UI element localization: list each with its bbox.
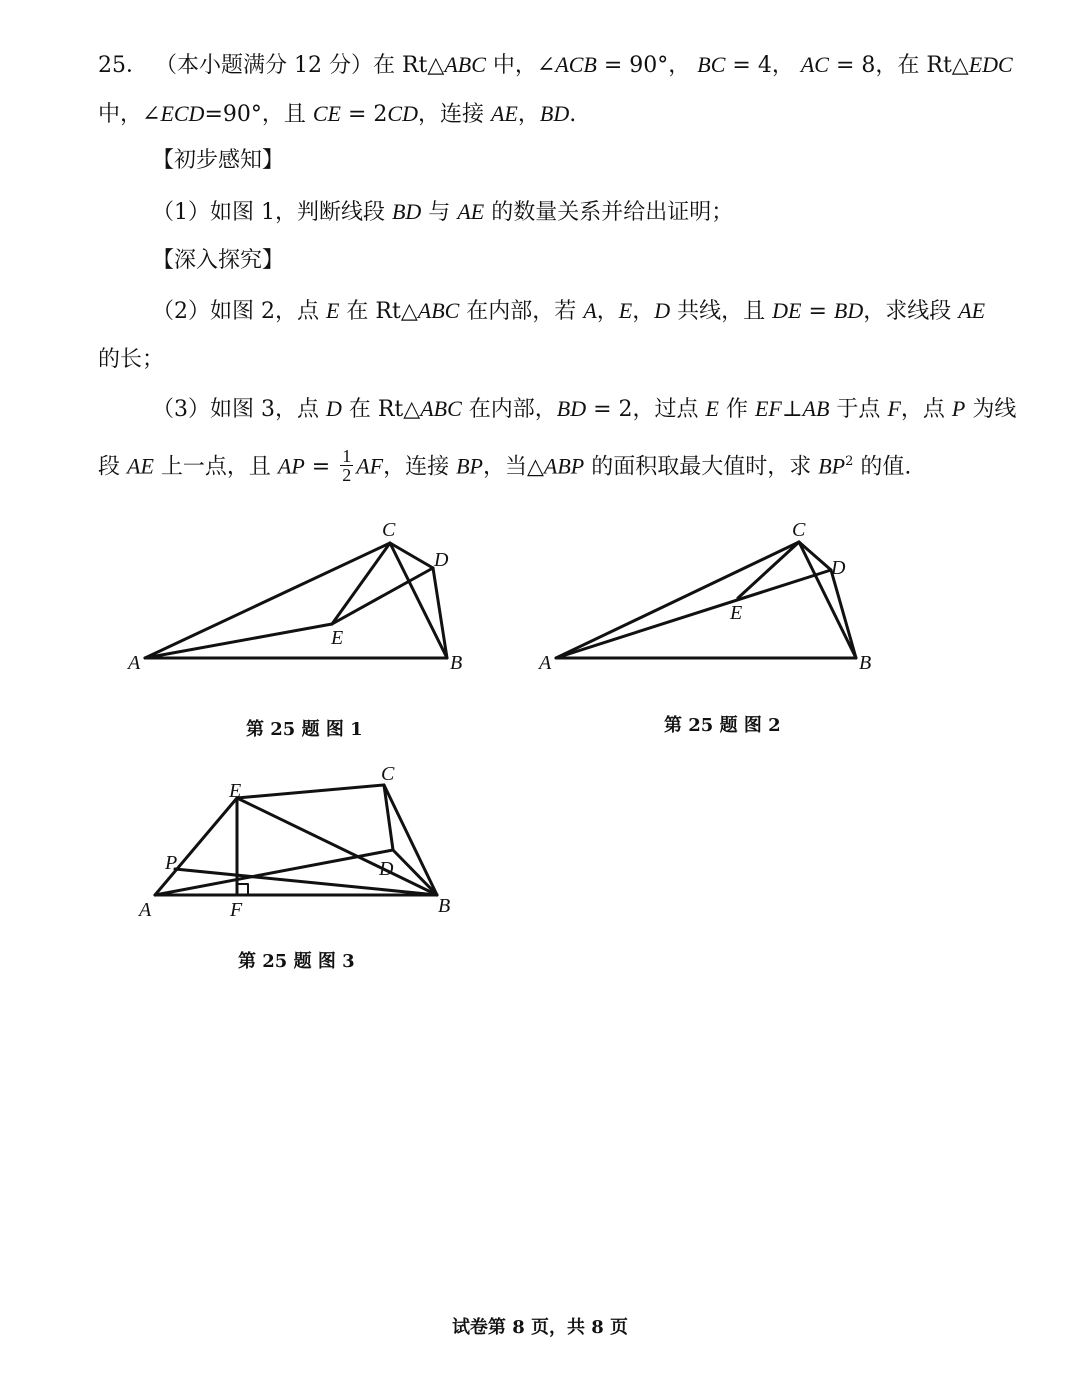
fraction-one-half: $\frac{1}{2}$ (342, 446, 352, 485)
fig1-label-C: C (382, 519, 396, 541)
fig3-label-A: A (139, 899, 152, 921)
fig3-segment-EB (237, 798, 437, 895)
fig3-label-F: F (230, 899, 243, 921)
fig1-label-E: E (331, 627, 344, 649)
figure-1 (145, 543, 447, 658)
problem-line-1: 25． （本小题满分 12 分）在 Rt△ABC 中，∠ACB = 90°， BC = 4， AC = 8，在 Rt△EDC (98, 52, 1013, 78)
figure-3 (155, 785, 437, 895)
question-3-line-1: （3）如图 3，点 D 在 Rt△ABC 在内部，BD = 2，过点 E 作 EF⊥AB 于点 F，点 P 为线 (152, 396, 1017, 422)
fig3-label-P: P (165, 852, 178, 874)
question-2-line-1: （2）如图 2，点 E 在 Rt△ABC 在内部，若 A，E，D 共线，且 DE = BD，求线段 AE (152, 298, 986, 324)
section-deep-heading: 【深入探究】 (152, 248, 285, 273)
problem-number: 25． (98, 53, 148, 78)
fig3-label-B: B (438, 895, 451, 917)
fig2-segment-CB (799, 542, 856, 658)
fig1-segment-AE (145, 624, 332, 658)
fig3-label-E: E (229, 780, 242, 802)
fig2-label-A: A (539, 652, 552, 674)
figure-2 (556, 542, 856, 658)
fig2-label-D: D (831, 557, 846, 579)
fig2-segment-AC (556, 542, 799, 658)
question-3-line-2: 段 AE 上一点，且 AP = $\frac{1}{2}$ AF，连接 BP，当△ABP 的面积取最大值时，求 $BP^2$ 的值. (98, 446, 912, 485)
fig3-label-C: C (381, 763, 395, 785)
fig3-segment-EC (237, 785, 384, 798)
fig3-right-angle-mark (237, 884, 248, 895)
fig2-segment-AD (556, 570, 831, 658)
fig1-label-A: A (128, 652, 141, 674)
fig3-segment-DB (393, 850, 437, 895)
problem-line-2: 中，∠ECD=90°，且 CE = 2CD，连接 AE，BD. (98, 101, 577, 127)
fig2-segment-CD (799, 542, 831, 570)
question-1: （1）如图 1，判断线段 BD 与 AE 的数量关系并给出证明； (152, 199, 734, 225)
fig1-label-D: D (434, 549, 449, 571)
question-2-line-2: 的长； (98, 347, 165, 372)
figure-1-caption: 第 25 题 图 1 (246, 719, 363, 740)
figure-3-caption: 第 25 题 图 3 (238, 951, 355, 972)
fig1-segment-AC (145, 543, 390, 658)
section-initial-heading: 【初步感知】 (152, 148, 285, 173)
fig2-label-E: E (730, 602, 743, 624)
fig1-label-B: B (450, 652, 463, 674)
figure-2-caption: 第 25 题 图 2 (664, 715, 781, 736)
fig3-segment-PB (175, 869, 437, 895)
fig2-label-C: C (792, 519, 806, 541)
fig2-label-B: B (859, 652, 872, 674)
page-footer: 试卷第 8 页，共 8 页 (451, 1317, 629, 1338)
fig3-label-D: D (379, 858, 394, 880)
